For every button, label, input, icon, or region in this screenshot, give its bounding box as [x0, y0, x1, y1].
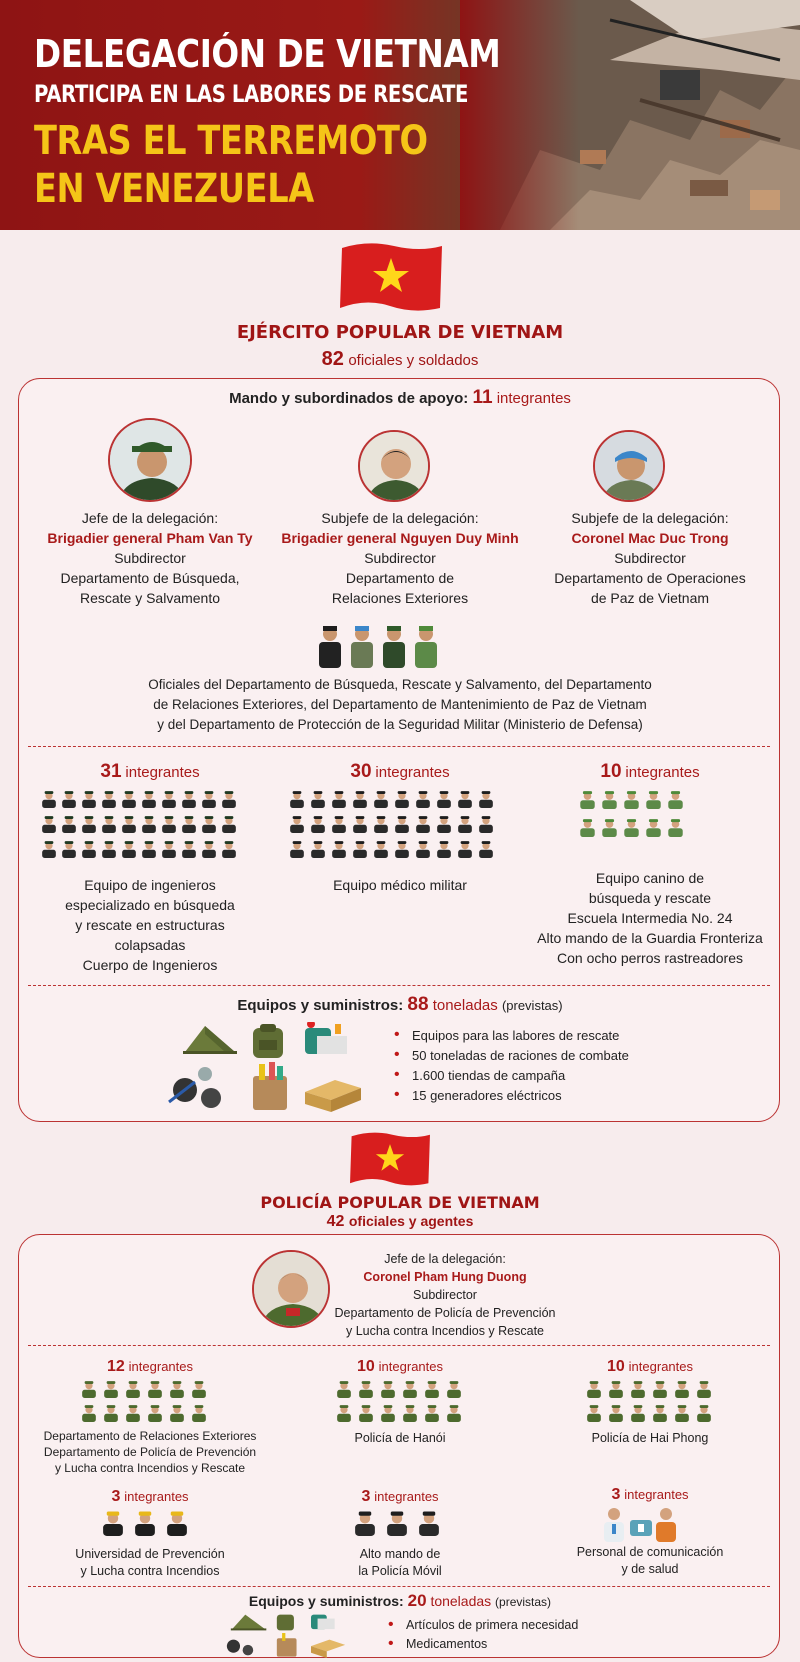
army-team-2-unit: integrantes [375, 764, 450, 781]
tent-icon [183, 1026, 237, 1054]
army-team-1-line5: Cuerpo de Ingenieros [82, 957, 218, 973]
police-team-5-line1: Alto mando de [359, 1547, 441, 1561]
police-officer-icon [653, 1405, 667, 1422]
firefighter-icon [135, 1512, 155, 1536]
police-supplies-label: Equipos y suministros: [248, 1593, 404, 1609]
army-team-2-desc [270, 875, 530, 895]
leader-1-name: Brigadier general Pham Van Ty [47, 530, 253, 546]
police-team-6-unit: integrantes [624, 1487, 689, 1502]
soldier-icon [479, 841, 493, 858]
soldier-icon [602, 819, 616, 837]
police-divider-2 [28, 1586, 770, 1587]
army-team-3-line1: Equipo canino de [595, 870, 705, 886]
command-count: 11 [472, 387, 493, 408]
command-label: Mando y subordinados de apoyo: [229, 390, 469, 407]
soldier-icon [42, 791, 56, 808]
soldier-icon [62, 841, 76, 858]
soldier-icon [458, 791, 472, 808]
ration-bag-icon [277, 1633, 297, 1657]
soldier-icon [351, 626, 373, 668]
army-supply-item: • Equipos para las labores de rescate [392, 1026, 629, 1046]
soldier-icon [437, 816, 451, 833]
police-officer-icon [403, 1405, 417, 1422]
cookware-icon [169, 1067, 221, 1108]
header-title-line3: TRAS EL TERREMOTO [34, 118, 428, 164]
police-team-6-desc [530, 1544, 770, 1578]
rescue-tools-icon [311, 1615, 335, 1629]
soldier-icon [82, 791, 96, 808]
first-aid-kit-icon [630, 1520, 652, 1536]
soldier-icon [202, 841, 216, 858]
soldier-icon [122, 816, 136, 833]
police-team-5-heading [280, 1486, 520, 1507]
police-team-6-line1: Personal de comunicación [576, 1545, 724, 1559]
soldier-icon [319, 626, 341, 668]
police-divider-1 [28, 1345, 770, 1346]
army-team-1-line2: especializado en búsqueda [65, 897, 235, 913]
leader-3-desc1: Subdirector [614, 550, 686, 566]
soldier-icon [102, 816, 116, 833]
police-team-3-count: 10 [606, 1358, 625, 1375]
leader-3-desc2: Departamento de Operaciones [554, 570, 746, 586]
police-officer-icon [447, 1381, 461, 1398]
soldier-icon [383, 626, 405, 668]
soldier-icon [62, 816, 76, 833]
leader-2-desc2: Departamento de [345, 570, 455, 586]
soldier-icon [202, 816, 216, 833]
leader-2-name: Brigadier general Nguyen Duy Minh [281, 530, 519, 546]
firefighter-icon [167, 1512, 187, 1536]
army-team-2-heading [270, 762, 530, 783]
tent-icon [231, 1615, 266, 1631]
soldier-icon [122, 791, 136, 808]
police-team-5-unit: integrantes [374, 1489, 439, 1504]
soldier-icon [142, 816, 156, 833]
leader-2-desc1: Subdirector [364, 550, 436, 566]
police-supplies-heading [0, 1591, 800, 1612]
soldier-icon [437, 841, 451, 858]
soldier-icon [395, 841, 409, 858]
army-count-line [0, 348, 800, 371]
army-team-3-line4: Alto mando de la Guardia Fronteriza [537, 930, 763, 946]
army-team-3-heading [530, 762, 770, 783]
police-officer-icon [587, 1381, 601, 1398]
army-supply-item: • 50 toneladas de raciones de combate [392, 1046, 629, 1066]
backpack-icon [253, 1024, 283, 1058]
police-leader-desc3: y Lucha contra Incendios y Rescate [345, 1324, 545, 1338]
police-count-label: oficiales y agentes [348, 1213, 474, 1229]
army-team-1-unit: integrantes [125, 764, 200, 781]
header-title-line4: EN VENEZUELA [34, 166, 314, 212]
soldier-icon [311, 791, 325, 808]
army-divider-1 [28, 746, 770, 747]
soldier-icon [222, 841, 236, 858]
police-team-1-line2: Departamento de Policía de Prevención [43, 1445, 257, 1459]
police-team-2-count: 10 [356, 1358, 375, 1375]
police-officer-icon [104, 1405, 118, 1422]
soldier-icon [42, 816, 56, 833]
command-heading [0, 388, 800, 409]
officers-line2: de Relaciones Exteriores, del Departamento de Mantenimiento de Paz de Vietnam [153, 697, 647, 712]
army-title: EJÉRCITO POPULAR DE VIETNAM [236, 322, 564, 343]
police-team-5-count: 3 [361, 1488, 371, 1505]
avatar-leader-2 [358, 430, 430, 502]
soldier-icon [353, 816, 367, 833]
avatar-leader-1 [108, 418, 192, 502]
soldier-icon [202, 791, 216, 808]
header-banner [0, 0, 800, 230]
army-team-3-line5: Con ocho perros rastreadores [557, 950, 743, 966]
police-officer-icon [631, 1405, 645, 1422]
police-team-3-heading [530, 1356, 770, 1377]
ration-bag-icon [253, 1062, 287, 1110]
police-leader-block [325, 1250, 565, 1340]
leader-3-block [530, 508, 770, 608]
police-team-2-desc [280, 1428, 520, 1448]
soldier-icon [290, 841, 304, 858]
army-supplies-count: 88 [407, 994, 429, 1015]
police-team-4-line2: y Lucha contra Incendios [80, 1564, 220, 1578]
police-officer-icon [653, 1381, 667, 1398]
reporter-icon [656, 1508, 676, 1542]
army-count-label: oficiales y soldados [348, 352, 479, 369]
police-supplies-icons [218, 1612, 358, 1658]
soldier-icon [395, 791, 409, 808]
soldier-icon [353, 791, 367, 808]
police-officer-icon [170, 1381, 184, 1398]
police-officer-icon [587, 1405, 601, 1422]
soldier-icon [479, 816, 493, 833]
soldier-icon [458, 841, 472, 858]
soldier-icon [624, 791, 638, 809]
police-team-4-line1: Universidad de Prevención [75, 1547, 225, 1561]
soldier-icon [42, 841, 56, 858]
soldier-icon [416, 816, 430, 833]
soldier-icon [222, 791, 236, 808]
rescue-tools-icon [305, 1022, 347, 1054]
police-officer-icon [631, 1381, 645, 1398]
avatar-leader-3 [593, 430, 665, 502]
soldier-icon [122, 841, 136, 858]
soldier-icon [102, 791, 116, 808]
soldier-icon [162, 816, 176, 833]
soldier-icon [374, 816, 388, 833]
police-officer-icon [126, 1381, 140, 1398]
army-supplies-heading [0, 995, 800, 1016]
soldier-icon [437, 791, 451, 808]
backpack-icon [277, 1615, 294, 1631]
leader-3-desc3: de Paz de Vietnam [590, 590, 710, 606]
leader-3-name: Coronel Mac Duc Trong [571, 530, 729, 546]
army-team-2-line1: Equipo médico militar [333, 877, 467, 893]
police-officer-icon [192, 1405, 206, 1422]
police-team-6-count: 3 [611, 1486, 621, 1503]
police-team-2-heading [280, 1356, 520, 1377]
soldier-icon [142, 841, 156, 858]
police-team-1-heading [30, 1356, 270, 1377]
soldier-icon [222, 816, 236, 833]
soldier-icon [290, 791, 304, 808]
engineers-figures [40, 790, 240, 870]
police-team-2-line1: Policía de Hanói [354, 1431, 446, 1445]
police-team-2-unit: integrantes [378, 1359, 443, 1374]
officers-line1: Oficiales del Departamento de Búsqueda, Rescate y Salvamento, del Departamento [148, 677, 652, 692]
vietnam-flag-icon [344, 1130, 436, 1188]
soldier-icon [290, 816, 304, 833]
police-officer-icon [337, 1381, 351, 1398]
soldier-icon [624, 819, 638, 837]
police-officer-icon [609, 1405, 623, 1422]
soldier-icon [395, 816, 409, 833]
army-supplies-label: Equipos y suministros: [237, 997, 404, 1014]
police-officer-icon [82, 1405, 96, 1422]
soldier-icon [182, 791, 196, 808]
soldier-icon [416, 841, 430, 858]
army-team-1-line4: colapsadas [114, 937, 186, 953]
soldier-icon [162, 841, 176, 858]
leader-2-desc3: Relaciones Exteriores [331, 590, 469, 606]
soldier-icon [602, 791, 616, 809]
army-team-3-unit: integrantes [625, 764, 700, 781]
army-supplies-icons [165, 1022, 375, 1114]
army-team-1-desc [30, 875, 270, 975]
supply-boxes-icon [311, 1640, 345, 1658]
police-officer-icon [148, 1381, 162, 1398]
soldier-icon [646, 819, 660, 837]
soldier-icon [332, 816, 346, 833]
police-officer-icon [381, 1405, 395, 1422]
police-team-1-line3: y Lucha contra Incendios y Rescate [54, 1461, 246, 1475]
police-team-2-figures [335, 1380, 465, 1424]
soldier-icon [82, 841, 96, 858]
police-officer-icon [675, 1405, 689, 1422]
police-team-5-line2: la Policía Móvil [358, 1564, 442, 1578]
leader-1-role: Jefe de la delegación: [81, 510, 219, 526]
police-officer-icon [192, 1381, 206, 1398]
firefighter-icon [103, 1512, 123, 1536]
soldier-icon [415, 626, 437, 668]
police-team-4-heading [30, 1486, 270, 1507]
police-team-3-figures [585, 1380, 715, 1424]
soldier-icon [311, 841, 325, 858]
soldier-icon [332, 841, 346, 858]
soldier-icon [580, 819, 594, 837]
soldier-icon [416, 791, 430, 808]
health-staff-figures [600, 1506, 680, 1542]
police-supplies-note: (previstas) [495, 1595, 552, 1609]
soldier-icon [182, 841, 196, 858]
army-supplies-list [392, 1026, 629, 1106]
army-team-3-desc [510, 868, 790, 968]
supply-boxes-icon [305, 1080, 361, 1112]
police-officer-icon [104, 1381, 118, 1398]
soldier-icon [458, 816, 472, 833]
police-officer-icon [697, 1405, 711, 1422]
police-officer-icon [170, 1405, 184, 1422]
doctor-icon [604, 1508, 624, 1542]
police-team-1-unit: integrantes [128, 1359, 193, 1374]
police-team-4-unit: integrantes [124, 1489, 189, 1504]
police-team-3-unit: integrantes [628, 1359, 693, 1374]
police-count-line [0, 1213, 800, 1231]
soldier-icon [668, 819, 682, 837]
soldier-icon [62, 791, 76, 808]
vietnam-flag-icon [338, 240, 444, 314]
police-officer-icon [359, 1381, 373, 1398]
police-officer-icon [148, 1405, 162, 1422]
police-count: 42 [326, 1213, 345, 1230]
leader-2-block [270, 508, 530, 608]
police-officer-icon [82, 1381, 96, 1398]
army-team-1-line3: y rescate en estructuras [75, 917, 225, 933]
police-officer-icon [697, 1381, 711, 1398]
soldier-icon [580, 791, 594, 809]
canine-team-figures [578, 790, 688, 848]
army-team-1-line1: Equipo de ingenieros [84, 877, 216, 893]
police-officer-icon [675, 1381, 689, 1398]
police-team-3-desc [530, 1428, 770, 1448]
police-officer-icon [425, 1405, 439, 1422]
police-leader-name: Coronel Pham Hung Duong [363, 1270, 527, 1284]
soldier-icon [668, 791, 682, 809]
soldier-icon [182, 816, 196, 833]
army-supply-item: • 1.600 tiendas de campaña [392, 1066, 629, 1086]
army-team-2-count: 30 [350, 761, 372, 782]
army-supply-item: • 15 generadores eléctricos [392, 1086, 629, 1106]
police-officer-icon [447, 1405, 461, 1422]
command-unit: integrantes [496, 390, 571, 407]
police-officer-icon [381, 1381, 395, 1398]
police-supplies-unit: toneladas [430, 1593, 492, 1609]
leader-1-desc1: Subdirector [114, 550, 186, 566]
police-team-6-heading [530, 1484, 770, 1505]
police-officer-icon [403, 1381, 417, 1398]
cookware-icon [227, 1640, 253, 1656]
police-supplies-list [386, 1616, 578, 1654]
leader-1-desc2: Departamento de Búsqueda, [60, 570, 240, 586]
police-leader-desc2: Departamento de Policía de Prevención [334, 1306, 556, 1320]
police-leader-role: Jefe de la delegación: [384, 1252, 506, 1266]
soldier-icon [82, 816, 96, 833]
army-team-3-line2: búsqueda y rescate [588, 890, 712, 906]
army-count: 82 [321, 348, 344, 370]
officers-figures [314, 624, 444, 668]
soldier-icon [332, 791, 346, 808]
police-officer-icon [419, 1512, 439, 1536]
police-supply-item: • Medicamentos [386, 1635, 578, 1654]
army-team-1-heading [30, 762, 270, 783]
police-team-4-desc [30, 1546, 270, 1580]
army-team-3-line3: Escuela Intermedia No. 24 [567, 910, 733, 926]
police-team-1-desc [20, 1428, 280, 1476]
leader-2-role: Subjefe de la delegación: [321, 510, 479, 526]
police-officer-icon [355, 1512, 375, 1536]
soldier-icon [646, 791, 660, 809]
army-divider-2 [28, 985, 770, 986]
police-team-1-line1: Departamento de Relaciones Exteriores [43, 1429, 257, 1443]
soldier-icon [110, 420, 192, 502]
firefighter-figures [100, 1510, 190, 1542]
rubble-photo [460, 0, 800, 230]
avatar-police-leader [252, 1250, 330, 1328]
leader-3-role: Subjefe de la delegación: [571, 510, 729, 526]
soldier-icon [102, 841, 116, 858]
leader-1-block [30, 508, 270, 608]
officers-block [0, 675, 800, 735]
mobile-police-figures [352, 1510, 442, 1542]
soldier-icon [311, 816, 325, 833]
soldier-icon [374, 841, 388, 858]
police-officer-icon [359, 1405, 373, 1422]
police-team-6-line2: y de salud [621, 1562, 679, 1576]
army-supplies-note: (previstas) [501, 998, 563, 1013]
police-officer-icon [425, 1381, 439, 1398]
soldier-icon [374, 791, 388, 808]
soldier-icon [142, 791, 156, 808]
police-team-3-line1: Policía de Hai Phong [591, 1431, 709, 1445]
army-team-3-count: 10 [600, 761, 622, 782]
army-supplies-unit: toneladas [432, 997, 498, 1014]
police-team-5-desc [280, 1546, 520, 1580]
police-title: POLICÍA POPULAR DE VIETNAM [260, 1193, 540, 1212]
police-officer-icon [609, 1381, 623, 1398]
police-officer-icon [337, 1405, 351, 1422]
medical-team-figures [288, 790, 498, 870]
header-title-line1: DELEGACIÓN DE VIETNAM [34, 32, 501, 76]
soldier-icon [479, 791, 493, 808]
police-supplies-count: 20 [407, 1591, 427, 1610]
police-leader-desc1: Subdirector [413, 1288, 477, 1302]
soldier-icon [353, 841, 367, 858]
police-supply-item: • Artículos de primera necesidad [386, 1616, 578, 1635]
header-title-line2: PARTICIPA EN LAS LABORES DE RESCATE [34, 80, 469, 108]
army-team-1-count: 31 [100, 761, 122, 782]
police-team-1-figures [80, 1380, 210, 1424]
police-team-4-count: 3 [111, 1488, 121, 1505]
soldier-icon [162, 791, 176, 808]
leader-1-desc3: Rescate y Salvamento [79, 590, 221, 606]
officers-line3: y del Departamento de Protección de la Seguridad Militar (Ministerio de Defensa) [157, 717, 643, 732]
police-team-1-count: 12 [106, 1358, 125, 1375]
police-officer-icon [387, 1512, 407, 1536]
police-officer-icon [126, 1405, 140, 1422]
